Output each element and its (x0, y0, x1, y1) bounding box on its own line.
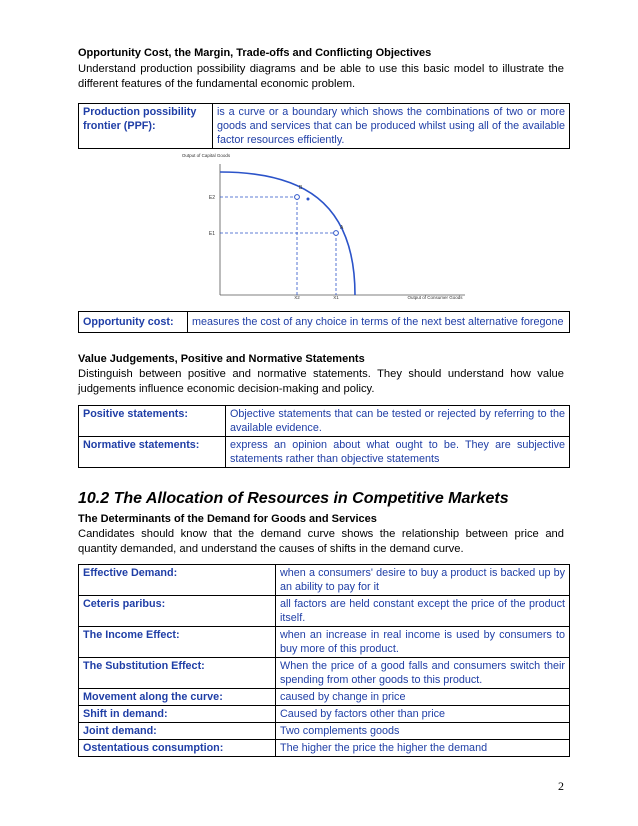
point-a (334, 231, 339, 236)
ppf-definition-table (78, 103, 570, 149)
point-dot (307, 198, 310, 201)
table-row (79, 437, 570, 468)
definition-cell: caused by change in price (276, 689, 570, 706)
point-b (295, 195, 300, 200)
term-cell: The Income Effect: (79, 627, 276, 658)
definition-cell: when a consumers' desire to buy a product is backed up by an ability to pay for it (276, 565, 570, 596)
term-cell: Ostentatious consumption: (79, 740, 276, 757)
table-row (79, 740, 570, 757)
opportunity-cost-term: Opportunity cost: (79, 312, 188, 333)
section-subheading-demand: The Determinants of the Demand for Goods and Services (78, 513, 377, 525)
demand-terms-table (78, 564, 570, 757)
label-a: A (340, 225, 344, 231)
ppf-diagram (170, 150, 470, 300)
table-row (79, 406, 570, 437)
term-cell: Ceteris paribus: (79, 596, 276, 627)
positive-statements-definition: Objective statements that can be tested or rejected by referring to the available evidence. (226, 406, 570, 437)
tick-x1: X1 (333, 295, 339, 300)
opportunity-cost-definition: measures the cost of any choice in terms of the next best alternative foregone (188, 312, 570, 333)
section-heading-value-judgements: Value Judgements, Positive and Normative Statements (78, 353, 365, 365)
definition-cell: When the price of a good falls and consumers switch their spending from other goods to this product. (276, 658, 570, 689)
section-intro-ppf: Understand production possibility diagrams and be able to use this basic model to illustrate the different features of the fundamental economic problem. (78, 63, 564, 90)
label-b: B (299, 185, 303, 191)
table-row (79, 627, 570, 658)
definition-cell: Caused by factors other than price (276, 706, 570, 723)
statements-table (78, 405, 570, 468)
table-row (79, 658, 570, 689)
table-row (79, 565, 570, 596)
table-row (79, 689, 570, 706)
definition-cell: Two complements goods (276, 723, 570, 740)
term-cell: Shift in demand: (79, 706, 276, 723)
section-title-allocation: 10.2 The Allocation of Resources in Competitive Markets (78, 490, 509, 507)
tick-e1: E1 (208, 231, 215, 237)
tick-e2: E2 (208, 195, 215, 201)
section-intro-demand: Candidates should know that the demand curve shows the relationship between price and quantity demanded, and understand the causes of shifts in the demand curve. (78, 528, 564, 555)
definition-cell: all factors are held constant except the price of the product itself. (276, 596, 570, 627)
ppf-definition: is a curve or a boundary which shows the combinations of two or more goods and services that can be produced whilst using all of the available factor resources efficiently. (213, 104, 570, 149)
table-row (79, 706, 570, 723)
definition-cell: when an increase in real income is used by consumers to buy more of this product. (276, 627, 570, 658)
table-row (79, 723, 570, 740)
term-cell: Effective Demand: (79, 565, 276, 596)
opportunity-cost-table (78, 311, 570, 333)
term-cell: Joint demand: (79, 723, 276, 740)
ppf-term: Production possibility frontier (PPF): (79, 104, 213, 149)
positive-statements-term: Positive statements: (79, 406, 226, 437)
term-cell: The Substitution Effect: (79, 658, 276, 689)
section-heading-opportunity-cost: Opportunity Cost, the Margin, Trade-offs and Conflicting Objectives (78, 47, 432, 59)
definition-cell: The higher the price the higher the demand (276, 740, 570, 757)
page-number: 2 (558, 779, 564, 793)
section-intro-statements: Distinguish between positive and normative statements. They should understand how value judgements influence economic decision-making and policy. (78, 368, 564, 395)
term-cell: Movement along the curve: (79, 689, 276, 706)
y-axis-label: Output of Capital Goods (181, 153, 231, 158)
normative-statements-definition: express an opinion about what ought to be. They are subjective statements rather than objective statements (226, 437, 570, 468)
tick-x2: X2 (294, 295, 300, 300)
normative-statements-term: Normative statements: (79, 437, 226, 468)
table-row (79, 596, 570, 627)
x-axis-label: Output of Consumer Goods (407, 295, 463, 300)
